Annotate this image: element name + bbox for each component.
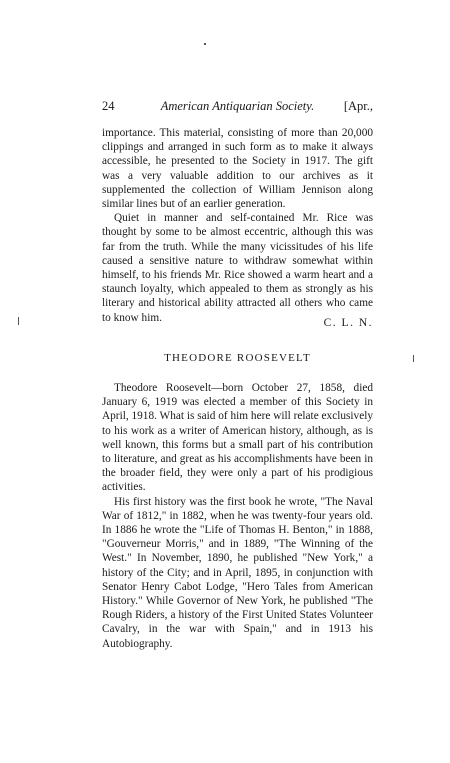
paragraph: Theodore Roosevelt—born October 27, 1858, died January 6, 1919 was elected a member of this Society in April, 1918. What is said of him here will relate exclusively to his work as a writer of American history, although, as is well known, this forms but a small part of his contribution to literature, and great as his accomplishments have been in the broader field, they were only a part of his prodigious activities. [102, 382, 373, 494]
page-number: 24 [102, 99, 115, 113]
header-date: [Apr., [343, 99, 373, 113]
margin-mark-left [18, 317, 19, 325]
obituary-text [102, 126, 373, 325]
section-body [102, 381, 373, 651]
section-title: THEODORE ROOSEVELT [164, 352, 311, 364]
margin-mark-right [413, 355, 414, 362]
running-title: American Antiquarian Society. [160, 99, 315, 113]
author-initials: C. L. N. [323, 317, 373, 329]
paragraph: Quiet in manner and self-contained Mr. Rice was thought by some to be almost eccentric, although this was far from the truth. While the many vicissitudes of his life caused a sensitive nature to withdraw somewhat within himself, to his friends Mr. Rice showed a warm heart and a staunch loyalty, which appealed to them as strongly as his literary and historical ability attracted all others who came to know him. [102, 212, 373, 324]
running-header [102, 98, 373, 114]
paragraph: importance. This material, consisting of more than 20,000 clippings and arranged in such form as to make it always accessible, he presented to the Society in 1917. The gift was a very valuable addition to our archives as it supplemented the collection of William Jennison along similar lines but of an earlier generation. [102, 127, 373, 211]
paragraph: His first history was the first book he wrote, "The Naval War of 1812," in 1882, when he was twenty-four years old. In 1886 he wrote the "Life of Thomas H. Benton," in 1888, "Gouverneur Morris," and in 1889, "The Winning of the West." In November, 1890, he published "New York," a history of the City; and in April, 1895, in conjunction with Senator Henry Cabot Lodge, "Hero Tales from American History." While Governor of New York, he published "The Rough Riders, a history of the First United States Volunteer Cavalry, in the war with Spain," and in 1913 his Autobiography. [102, 495, 373, 650]
scan-speck [204, 43, 206, 45]
